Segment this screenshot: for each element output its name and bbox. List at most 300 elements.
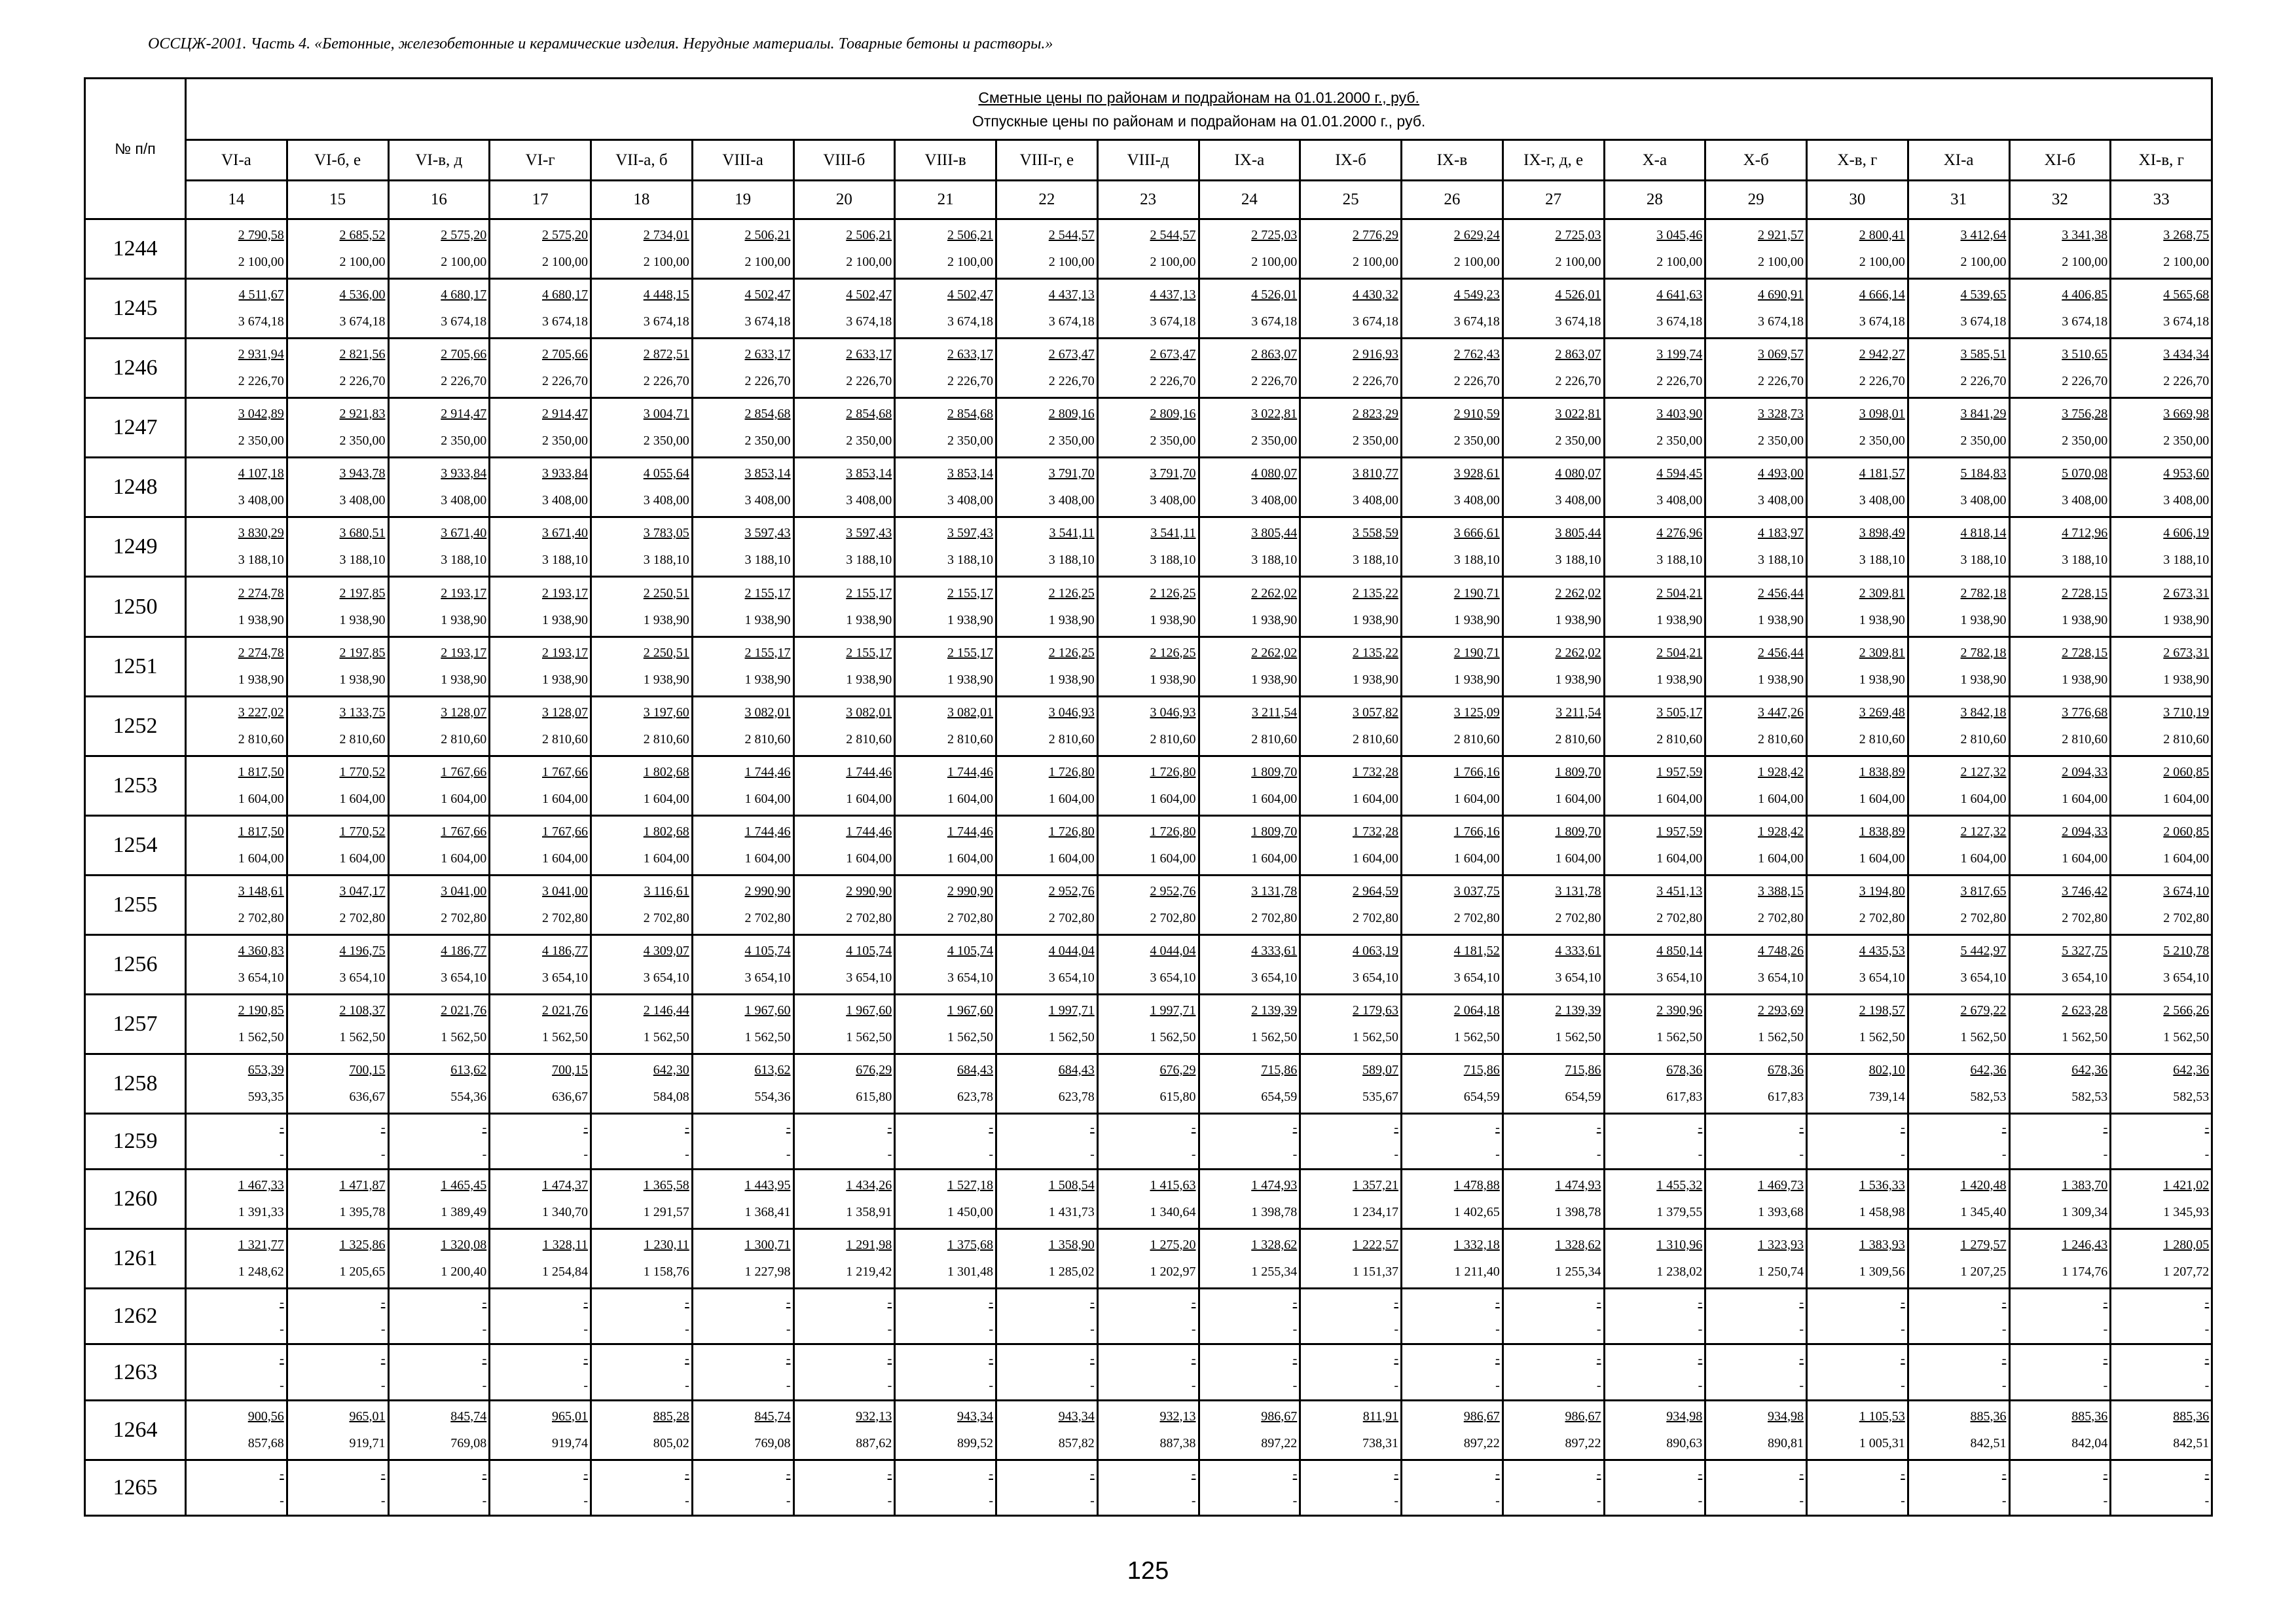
price-cell [1402, 1229, 1503, 1289]
release-price: 1 604,00 [2163, 851, 2210, 866]
estimate-price: 1 222,57 [1353, 1238, 1398, 1253]
price-cell [1097, 637, 1199, 696]
price-cell [1300, 637, 1402, 696]
release-price: - [1394, 1493, 1398, 1508]
price-cell [1097, 756, 1199, 815]
release-price: 2 702,80 [744, 910, 791, 925]
estimate-price: - [1495, 1295, 1500, 1310]
price-cell [591, 1460, 693, 1515]
price-cell [591, 1054, 693, 1114]
estimate-price: 3 558,59 [1353, 526, 1398, 541]
price-cell [1705, 1229, 1807, 1289]
price-cell [186, 815, 287, 875]
price-cell [1402, 1054, 1503, 1114]
row-number: 1256 [85, 934, 186, 994]
row-number: 1246 [85, 339, 186, 398]
estimate-price: - [280, 1295, 284, 1310]
estimate-price: 3 810,77 [1353, 466, 1398, 481]
price-cell [287, 219, 388, 279]
estimate-price: 1 957,59 [1656, 764, 1703, 779]
price-cell [895, 577, 996, 637]
release-price: 2 810,60 [2163, 731, 2210, 747]
estimate-price: - [1090, 1466, 1095, 1481]
estimate-price: 1 744,46 [947, 824, 993, 839]
price-cell [996, 696, 1098, 756]
estimate-price: 642,36 [1970, 1063, 2007, 1078]
estimate-price: 2 809,16 [1150, 407, 1196, 422]
estimate-price: 684,43 [1058, 1063, 1095, 1078]
price-cell [591, 398, 693, 458]
region-header: VIII-г, е [996, 140, 1098, 181]
price-cell [692, 1229, 793, 1289]
price-cell [1300, 517, 1402, 577]
price-cell [490, 1400, 591, 1460]
price-cell [895, 995, 996, 1054]
release-price: 1 368,41 [744, 1205, 791, 1220]
release-price: 2 226,70 [1353, 374, 1398, 389]
price-cell [287, 1460, 388, 1515]
region-header: VI-г [490, 140, 591, 181]
release-price: 2 226,70 [1048, 374, 1095, 389]
release-price: 857,82 [1058, 1435, 1095, 1450]
price-cell [1199, 458, 1300, 517]
estimate-price: 2 800,41 [1859, 228, 1905, 243]
price-cell [793, 577, 895, 637]
release-price: 2 226,70 [542, 374, 588, 389]
price-cell [1807, 1344, 1908, 1400]
estimate-price: - [1799, 1466, 1804, 1481]
release-price: 2 702,80 [542, 910, 588, 925]
release-price: - [786, 1378, 791, 1393]
estimate-price: 1 527,18 [947, 1178, 993, 1193]
estimate-price: 3 853,14 [947, 466, 993, 481]
release-price: 2 810,60 [238, 731, 284, 747]
estimate-price: 3 037,75 [1453, 883, 1500, 898]
release-price: 2 100,00 [542, 255, 588, 270]
price-cell [2009, 1460, 2111, 1515]
price-cell [895, 875, 996, 934]
release-price: 1 604,00 [1353, 851, 1398, 866]
table-row [85, 1289, 2212, 1344]
price-cell [1402, 398, 1503, 458]
price-cell [996, 577, 1098, 637]
release-price: 1 562,50 [1758, 1030, 1804, 1045]
estimate-price: - [583, 1120, 588, 1135]
region-header: XI-а [1908, 140, 2009, 181]
release-price: 1 938,90 [1048, 612, 1095, 627]
price-cell [490, 995, 591, 1054]
release-price: 3 674,18 [339, 314, 386, 329]
release-price: 919,71 [349, 1435, 386, 1450]
estimate-price: 2 155,17 [846, 585, 892, 600]
estimate-price: 700,15 [552, 1063, 588, 1078]
estimate-price: 3 776,68 [2062, 705, 2108, 720]
price-cell [1199, 1054, 1300, 1114]
price-cell [1705, 279, 1807, 339]
release-price: 1 938,90 [1150, 612, 1196, 627]
release-price: 2 226,70 [643, 374, 689, 389]
release-price: 3 408,00 [441, 493, 487, 508]
release-price: 1 255,34 [1555, 1264, 1601, 1280]
price-cell [895, 1344, 996, 1400]
price-cell [2111, 219, 2212, 279]
release-price: 2 350,00 [1960, 434, 2007, 449]
estimate-price: 1 997,71 [1150, 1003, 1196, 1018]
estimate-price: 715,86 [1261, 1063, 1298, 1078]
release-price: 1 562,50 [1453, 1030, 1500, 1045]
release-price: 1 938,90 [643, 612, 689, 627]
estimate-price: 2 155,17 [947, 645, 993, 660]
estimate-price: - [1191, 1466, 1196, 1481]
release-price: 1 604,00 [339, 791, 386, 806]
price-cell [793, 1054, 895, 1114]
release-price: 1 604,00 [1555, 851, 1601, 866]
price-cell [1705, 1114, 1807, 1170]
release-price: 2 810,60 [1251, 731, 1298, 747]
release-price: 582,53 [1970, 1090, 2007, 1105]
release-price: 3 654,10 [1048, 970, 1095, 985]
price-cell [996, 637, 1098, 696]
release-price: - [482, 1493, 487, 1508]
row-number: 1257 [85, 995, 186, 1054]
release-price: - [1799, 1493, 1804, 1508]
estimate-price: 943,34 [957, 1409, 993, 1424]
release-price: 2 226,70 [238, 374, 284, 389]
estimate-price: 3 451,13 [1656, 883, 1703, 898]
estimate-price: 3 830,29 [238, 526, 284, 541]
table-row [85, 995, 2212, 1054]
price-cell [692, 458, 793, 517]
estimate-price: 3 041,00 [441, 883, 487, 898]
estimate-price: 845,74 [450, 1409, 487, 1424]
estimate-price: 2 854,68 [846, 407, 892, 422]
price-cell [1604, 815, 1705, 875]
estimate-price: 2 921,83 [339, 407, 386, 422]
estimate-price: 1 474,93 [1251, 1178, 1298, 1193]
release-price: 1 255,34 [1251, 1264, 1298, 1280]
release-price: 1 219,42 [846, 1264, 892, 1280]
release-price: 1 604,00 [947, 791, 993, 806]
price-cell [287, 1289, 388, 1344]
estimate-price: 3 943,78 [339, 466, 386, 481]
price-cell [1807, 1460, 1908, 1515]
release-price: - [1292, 1493, 1298, 1508]
release-price: 1 938,90 [1960, 612, 2007, 627]
estimate-price: 1 767,66 [542, 764, 588, 779]
price-cell [2009, 696, 2111, 756]
release-price: - [2001, 1322, 2007, 1337]
estimate-price: 2 952,76 [1150, 883, 1196, 898]
price-cell [895, 815, 996, 875]
price-cell [2111, 398, 2212, 458]
estimate-price: 1 726,80 [1048, 764, 1095, 779]
price-cell [1604, 756, 1705, 815]
release-price: 1 285,02 [1048, 1264, 1095, 1280]
estimate-price: 5 070,08 [2062, 466, 2108, 481]
estimate-price: 2 863,07 [1555, 347, 1601, 362]
price-cell [692, 577, 793, 637]
price-cell [1807, 696, 1908, 756]
release-price: 2 226,70 [339, 374, 386, 389]
release-price: 1 938,90 [1353, 612, 1398, 627]
release-price: - [380, 1322, 386, 1337]
price-cell [1705, 696, 1807, 756]
estimate-price: 1 744,46 [846, 764, 892, 779]
release-price: - [482, 1147, 487, 1162]
release-price: 1 604,00 [846, 791, 892, 806]
price-cell [186, 1054, 287, 1114]
estimate-price: 1 383,70 [2062, 1178, 2108, 1193]
price-cell [793, 696, 895, 756]
price-cell [1097, 696, 1199, 756]
estimate-price: 1 421,02 [2163, 1178, 2210, 1193]
estimate-price: 4 080,07 [1555, 466, 1601, 481]
price-cell [186, 637, 287, 696]
estimate-price: 4 712,96 [2062, 526, 2108, 541]
price-cell [895, 637, 996, 696]
table-row [85, 279, 2212, 339]
row-number: 1248 [85, 458, 186, 517]
release-price: - [1901, 1147, 1905, 1162]
price-cell [1503, 696, 1604, 756]
release-price: - [2103, 1493, 2108, 1508]
estimate-price: 1 434,26 [846, 1178, 892, 1193]
row-number: 1259 [85, 1114, 186, 1170]
table-row [85, 1344, 2212, 1400]
price-cell [1097, 517, 1199, 577]
price-cell [895, 1400, 996, 1460]
price-cell [895, 339, 996, 398]
price-cell [1503, 279, 1604, 339]
estimate-price: 3 403,90 [1656, 407, 1703, 422]
table-body [85, 219, 2212, 1516]
estimate-price: 2 127,32 [1960, 764, 2007, 779]
release-price: - [1799, 1378, 1804, 1393]
release-price: 1 604,00 [1048, 791, 1095, 806]
estimate-price: - [1292, 1466, 1298, 1481]
price-cell [490, 934, 591, 994]
price-cell [793, 815, 895, 875]
estimate-price: - [280, 1466, 284, 1481]
estimate-price: 3 022,81 [1555, 407, 1601, 422]
price-cell [1503, 756, 1604, 815]
estimate-price: - [1191, 1351, 1196, 1366]
price-cell [1807, 1400, 1908, 1460]
estimate-price: 2 679,22 [1960, 1003, 2007, 1018]
release-price: - [1698, 1147, 1703, 1162]
release-price: 2 100,00 [339, 255, 386, 270]
price-cell [1402, 458, 1503, 517]
release-price: 636,67 [552, 1090, 588, 1105]
column-number: 29 [1705, 181, 1807, 219]
release-price: 2 350,00 [1656, 434, 1703, 449]
price-cell [1908, 458, 2009, 517]
estimate-price: 3 746,42 [2062, 883, 2108, 898]
estimate-price: 3 148,61 [238, 883, 284, 898]
price-cell [1807, 577, 1908, 637]
price-cell [1300, 815, 1402, 875]
release-price: 3 188,10 [1859, 553, 1905, 568]
estimate-price: 2 021,76 [441, 1003, 487, 1018]
estimate-price: 2 725,03 [1555, 228, 1601, 243]
release-price: 3 654,10 [947, 970, 993, 985]
estimate-price: 2 728,15 [2062, 645, 2108, 660]
estimate-price: - [482, 1295, 487, 1310]
estimate-price: 2 734,01 [643, 228, 689, 243]
estimate-price: - [1596, 1351, 1601, 1366]
release-price: 1 938,90 [441, 672, 487, 687]
price-cell [591, 219, 693, 279]
release-price: 842,51 [1970, 1435, 2007, 1450]
release-price: 1 938,90 [1758, 672, 1804, 687]
estimate-price: 3 680,51 [339, 526, 386, 541]
estimate-price: 2 629,24 [1453, 228, 1500, 243]
release-price: 3 188,10 [1656, 553, 1703, 568]
price-cell [1097, 1400, 1199, 1460]
price-cell [1807, 756, 1908, 815]
release-price: 2 350,00 [744, 434, 791, 449]
release-price: - [1191, 1322, 1196, 1337]
estimate-price: 1 967,60 [947, 1003, 993, 1018]
release-price: 1 562,50 [744, 1030, 791, 1045]
estimate-price: 1 770,52 [339, 824, 386, 839]
release-price: - [380, 1147, 386, 1162]
price-cell [287, 517, 388, 577]
price-cell [1604, 875, 1705, 934]
release-price: 3 654,10 [2062, 970, 2108, 985]
price-cell [1503, 219, 1604, 279]
price-cell [1908, 637, 2009, 696]
release-price: 3 188,10 [542, 553, 588, 568]
release-price: 3 408,00 [846, 493, 892, 508]
release-price: 1 938,90 [1960, 672, 2007, 687]
price-cell [996, 1114, 1098, 1170]
column-number: 24 [1199, 181, 1300, 219]
table-row [85, 875, 2212, 934]
estimate-price: 965,01 [349, 1409, 386, 1424]
estimate-price: 934,98 [1666, 1409, 1703, 1424]
release-price: 3 674,18 [1048, 314, 1095, 329]
estimate-price: - [1191, 1295, 1196, 1310]
release-price: 3 408,00 [1048, 493, 1095, 508]
price-cell [186, 756, 287, 815]
estimate-price: - [1394, 1120, 1398, 1135]
row-number: 1250 [85, 577, 186, 637]
estimate-price: - [380, 1295, 386, 1310]
price-cell [2111, 995, 2212, 1054]
price-cell [996, 1054, 1098, 1114]
release-price: - [1901, 1322, 1905, 1337]
price-cell [2009, 815, 2111, 875]
release-price: 1 604,00 [1656, 851, 1703, 866]
estimate-price: 1 817,50 [238, 764, 284, 779]
estimate-price: 1 474,93 [1555, 1178, 1601, 1193]
column-number: 25 [1300, 181, 1402, 219]
estimate-price: 2 262,02 [1251, 585, 1298, 600]
table-row [85, 517, 2212, 577]
estimate-price: 2 782,18 [1960, 645, 2007, 660]
row-number: 1253 [85, 756, 186, 815]
estimate-price: 678,36 [1666, 1063, 1703, 1078]
estimate-price: 2 990,90 [846, 883, 892, 898]
column-number: 18 [591, 181, 693, 219]
release-price: 2 350,00 [947, 434, 993, 449]
estimate-price: - [2103, 1295, 2108, 1310]
estimate-price: 4 549,23 [1453, 287, 1500, 303]
price-cell [2009, 279, 2111, 339]
estimate-price: 2 155,17 [744, 585, 791, 600]
estimate-price: 1 997,71 [1048, 1003, 1095, 1018]
estimate-price: 3 842,18 [1960, 705, 2007, 720]
price-cell [388, 1289, 490, 1344]
price-cell [1908, 1460, 2009, 1515]
estimate-price: 2 126,25 [1048, 585, 1095, 600]
release-price: 3 674,18 [2062, 314, 2108, 329]
price-cell [895, 1289, 996, 1344]
column-number: 22 [996, 181, 1098, 219]
estimate-price: - [1901, 1351, 1905, 1366]
price-cell [490, 1344, 591, 1400]
price-cell [793, 995, 895, 1054]
estimate-price: - [1292, 1120, 1298, 1135]
price-cell [996, 339, 1098, 398]
release-price: 2 350,00 [2163, 434, 2210, 449]
estimate-price: 1 291,98 [846, 1238, 892, 1253]
release-price: 2 810,60 [1453, 731, 1500, 747]
release-price: 1 604,00 [339, 851, 386, 866]
release-price: 1 562,50 [2163, 1030, 2210, 1045]
price-cell [1705, 875, 1807, 934]
estimate-price: - [1799, 1295, 1804, 1310]
estimate-price: 3 710,19 [2163, 705, 2210, 720]
price-cell [287, 1170, 388, 1229]
estimate-price: 4 641,63 [1656, 287, 1703, 303]
estimate-price: 1 809,70 [1251, 764, 1298, 779]
release-price: 1 604,00 [1960, 791, 2007, 806]
estimate-price: 1 323,93 [1758, 1238, 1804, 1253]
price-cell [287, 815, 388, 875]
release-price: 1 345,93 [2163, 1205, 2210, 1220]
release-price: 1 562,50 [846, 1030, 892, 1045]
estimate-price: - [2204, 1351, 2210, 1366]
estimate-price: 4 748,26 [1758, 943, 1804, 958]
price-cell [2009, 1054, 2111, 1114]
estimate-price: 2 193,17 [441, 585, 487, 600]
estimate-price: 4 333,61 [1555, 943, 1601, 958]
price-cell [490, 458, 591, 517]
price-cell [895, 1054, 996, 1114]
price-cell [591, 1344, 693, 1400]
estimate-price: 3 585,51 [1960, 347, 2007, 362]
release-price: 2 810,60 [542, 731, 588, 747]
release-price: 1 604,00 [1758, 851, 1804, 866]
estimate-price: 4 502,47 [744, 287, 791, 303]
region-header: VIII-в [895, 140, 996, 181]
price-cell [1402, 696, 1503, 756]
price-cell [996, 815, 1098, 875]
release-price: - [2204, 1493, 2210, 1508]
release-price: 1 291,57 [643, 1205, 689, 1220]
release-price: 1 309,34 [2062, 1205, 2108, 1220]
release-price: 2 226,70 [2062, 374, 2108, 389]
release-price: 1 345,40 [1960, 1205, 2007, 1220]
price-cell [1604, 1289, 1705, 1344]
price-cell [793, 1344, 895, 1400]
release-price: 1 604,00 [947, 851, 993, 866]
price-cell [591, 934, 693, 994]
release-price: - [583, 1147, 588, 1162]
release-price: 3 188,10 [1251, 553, 1298, 568]
